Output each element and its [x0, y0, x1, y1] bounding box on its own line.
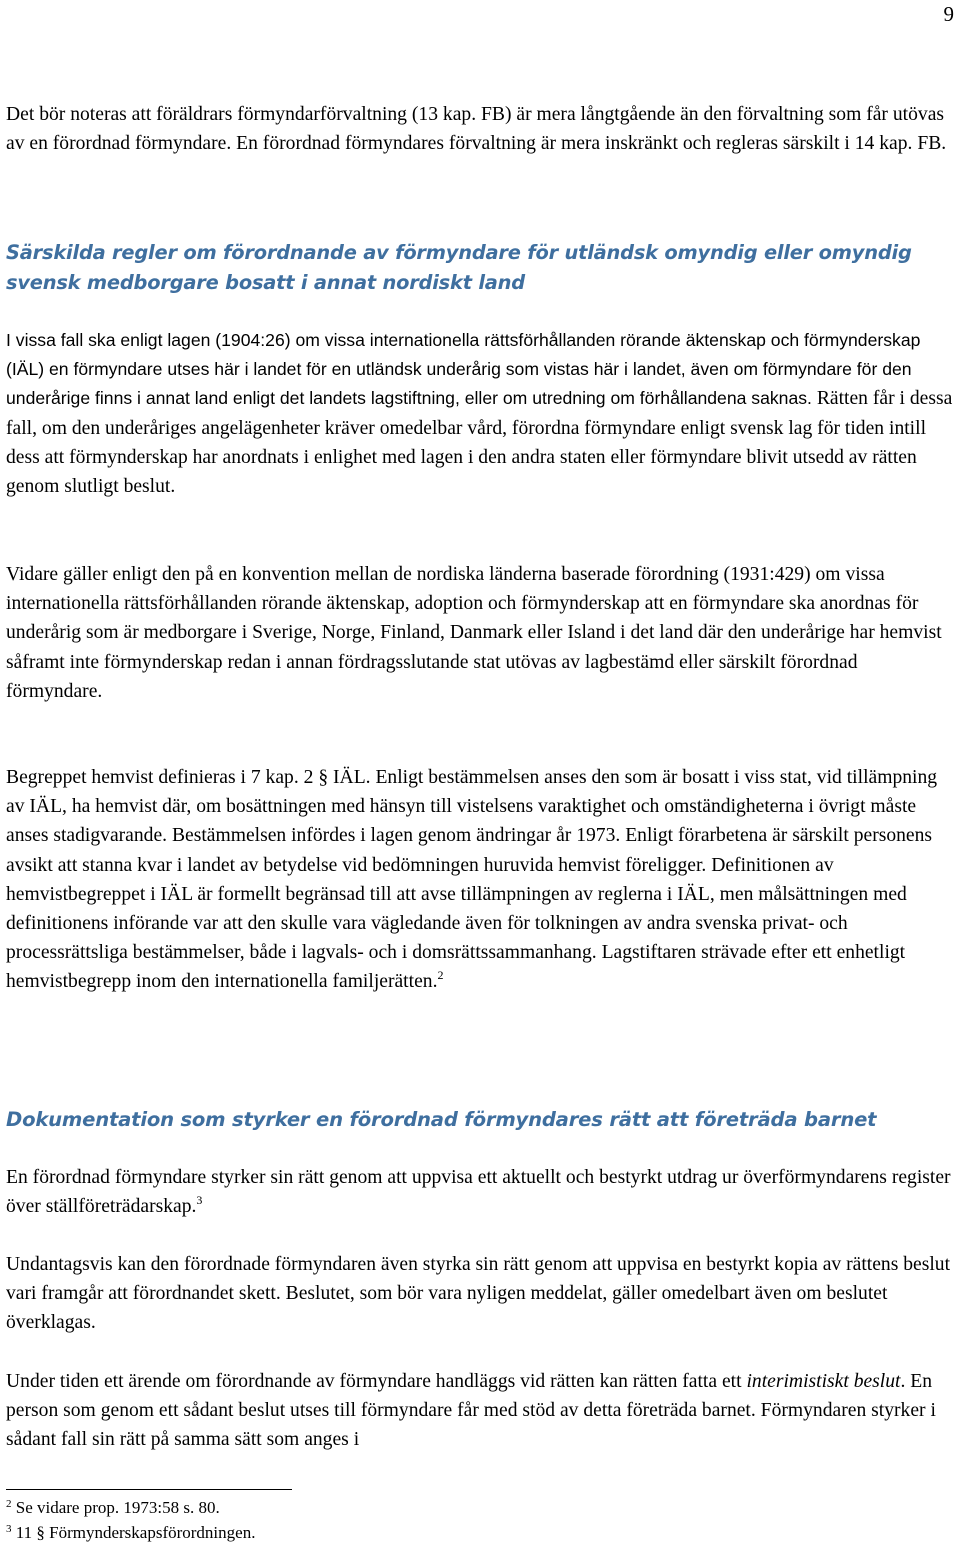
section-heading-sarskilda-regler: Särskilda regler om förordnande av förmyndare för utländsk omyndig eller omyndig svensk medborgare bosatt i annat nordiskt land: [6, 241, 912, 294]
section-heading-dokumentation: Dokumentation som styrker en förordnad förmyndares rätt att företräda barnet: [6, 1108, 877, 1131]
footnote-separator: [6, 1489, 292, 1490]
footnote-2: [6, 1497, 220, 1519]
term-interimistiskt-beslut: interimistiskt beslut: [746, 1371, 901, 1392]
paragraph-ial: [6, 326, 954, 501]
paragraph-ial-part-1: I vissa fall ska enligt lagen (1904:26) om vissa internationella rättsförhållanden rörande äktenskap och förmynderskap (IÄL) en förmyndare utses här i landet för en utländsk underårig som vistas här i landet, även om förmyndare för den underårige finns i annat land enligt det landets lagstiftning, eller om utredning om förhållandena saknas.: [6, 330, 921, 409]
paragraph-hemvist: [6, 763, 954, 997]
paragraph-foraldrars-forvaltning: Det bör noteras att föräldrars förmyndarförvaltning (13 kap. FB) är mera långtgående än den förvaltning som får utövas av en förordnad förmyndare. En förordnad förmyndares förvaltning är mera inskränkt och regleras särskilt i 14 kap. FB.: [6, 104, 947, 155]
footnote-number: 3: [6, 1523, 12, 1535]
footnote-text: Se vidare prop. 1973:58 s. 80.: [15, 1498, 220, 1517]
footnote-ref-2: 2: [437, 968, 444, 983]
paragraph-interimistiskt-part-1: Under tiden ett ärende om förordnande av förmyndare handläggs vid rätten kan rätten fatta ett: [6, 1371, 747, 1392]
paragraph-undantagsvis: Undantagsvis kan den förordnade förmyndaren även styrka sin rätt genom att uppvisa en bestyrkt kopia av rättens beslut vari framgår att förordnandet skett. Beslutet, som bör vara nyligen meddelat, gäller omedelbart även om beslutet överklagas.: [6, 1254, 951, 1334]
paragraph-nordisk-forordning: Vidare gäller enligt den på en konvention mellan de nordiska länderna baserade förordning (1931:429) om vissa internationella rättsförhållanden rörande äktenskap, adoption och förmynderskap att en förmyndare ska anordnas för underårig som är medborgare i Sverige, Norge, Finland, Danmark eller Island i det land där den underårige har hemvist såframt inte förmynderskap redan i annan fördragsslutande stat utövas av lagbestämd eller särskilt förordnad förmyndare.: [6, 564, 942, 702]
paragraph-utdrag-text: En förordnad förmyndare styrker sin rätt genom att uppvisa ett aktuellt och bestyrkt utdrag ur överförmyndarens register över ställföreträdarskap.: [6, 1167, 951, 1218]
footnote-number: 2: [6, 1498, 12, 1510]
paragraph-utdrag: [6, 1163, 954, 1221]
footnote-text: 11 § Förmynderskapsförordningen.: [15, 1523, 256, 1542]
paragraph-interimistiskt: [6, 1367, 954, 1455]
paragraph-hemvist-text: Begreppet hemvist definieras i 7 kap. 2 § IÄL. Enligt bestämmelsen anses den som är bosatt i viss stat, vid tillämpning av IÄL, ha hemvist där, om bosättningen med hänsyn till vistelsens varaktighet och omständigheterna i övrigt måste anses stadigvarande. Bestämmelsen infördes i lagen genom ändringar år 1973. Enligt förarbetena är särskilt personens avsikt att stanna kvar i landet av betydelse vid bedömningen huruvida hemvist föreligger. Definitionen av hemvistbegreppet i IÄL är formellt begränsad till att avse tillämpningen av reglerna i IÄL, men målsättningen med definitionens införande var att den skulle vara vägledande även för tolkningen av andra svenska privat- och processrättsliga bestämmelser, både i lagvals- och i domsrättssammanhang. Lagstiftaren strävade efter ett enhetligt hemvistbegrepp inom den internationella familjerätten.: [6, 767, 938, 993]
paragraph-interimistiskt-part-2: . En person som genom ett sådant beslut utses till förmyndare får med stöd av detta företräda barnet. Förmyndaren styrker i sådant fall sin rätt på samma sätt som anges i: [6, 1371, 936, 1451]
footnote-ref-3: 3: [196, 1193, 203, 1208]
footnote-3: [6, 1522, 255, 1544]
paragraph-ial-part-2: Rätten får i dessa fall, om den underåriges angelägenheter kräver omedelbar vård, förordna förmyndare enligt svensk lag för tiden intill dess att förmynderskap har anordnats i enlighet med lagen i den andra staten eller förmyndare blivit utsedd av rätten genom slutligt beslut.: [6, 388, 953, 498]
page-number: 9: [943, 2, 954, 26]
